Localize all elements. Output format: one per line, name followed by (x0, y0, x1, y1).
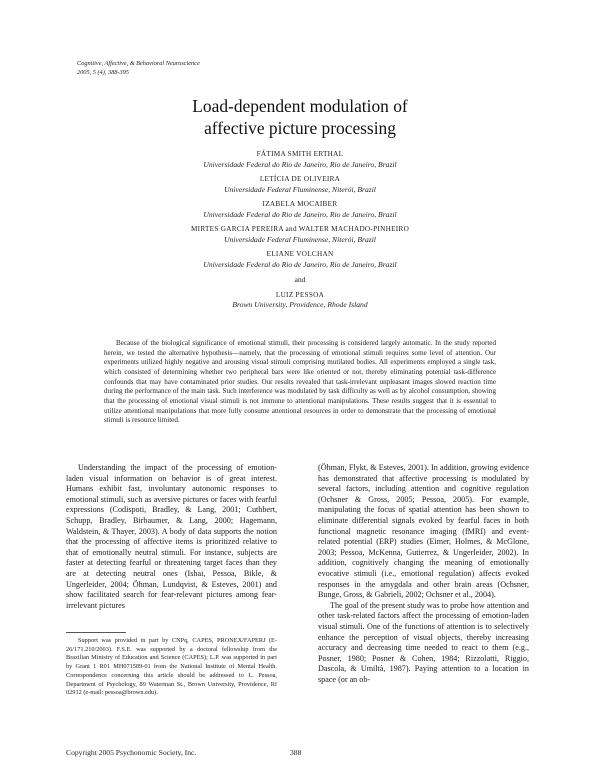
author-name: MIRTES GARCIA PEREIRA and WALTER MACHADO-PINHEIRO (190, 225, 410, 233)
author-block (100, 175, 500, 194)
journal-name: Cognitive, Affective, & Behavioral Neuroscience (77, 60, 200, 67)
page-number: 388 (290, 748, 302, 757)
journal-header (77, 60, 377, 77)
author-block (100, 250, 500, 269)
author-block (100, 291, 500, 310)
author-block (100, 150, 500, 169)
author-affiliation: Universidade Federal do Rio de Janeiro, Rio de Janeiro, Brazil (203, 159, 397, 169)
author-block (100, 200, 500, 219)
title-line-2: affective picture processing (204, 118, 396, 138)
author-name: ELIANE VOLCHAN (266, 250, 334, 258)
title-line-1: Load-dependent modulation of (192, 96, 408, 116)
abstract: Because of the biological significance of emotional stimuli, their processing is considered largely automatic. In the study reported herein, we tested the alternative hypothesis—namely, that the processing of emotional stimuli requires some level of attention. Our experiments utilized highly negative and arousing visual stimuli comprising mutilated bodies. All experiments employed a single task, which consisted of determining whether two peripheral bars were like oriented or not, thereby eliminating potential task-difference confounds that may have contaminated prior studies. Our results revealed that task-irrelevant unpleasant images slowed reaction time during the performance of the main task. Such interference was modulated by task difficulty as well as by alcohol consumption, showing that the processing of emotional visual stimuli is not immune to attentional manipulations. These results suggest that it is essential to utilize attentional manipulations that more fully consume attentional resources in order to demonstrate that the processing of emotional stimuli is resource limited. (104, 339, 496, 425)
copyright: Copyright 2005 Psychonomic Society, Inc. (66, 748, 197, 757)
footnote-divider (66, 632, 126, 633)
author-affiliation: Universidade Federal Fluminense, Niterói, Brazil (224, 184, 376, 194)
author-affiliation: Universidade Federal do Rio de Janeiro, Rio de Janeiro, Brazil (203, 259, 397, 269)
author-name: LETÍCIA DE OLIVEIRA (259, 175, 341, 183)
author-affiliation: Universidade Federal do Rio de Janeiro, Rio de Janeiro, Brazil (203, 209, 397, 219)
footnote: Support was provided in part by CNPq, CAPES, PRONEX/FAPERJ (E-26/171.210/2003). F.S.E. was supported by a doctoral fellowship from the Brazilian Ministry of Education and Science (CAPES); L.P. was supported in part by Grant 1 R01 MH071589-01 from the National Institute of Mental Health. Correspondence concerning this article should be addressed to L. Pessoa, Department of Psychology, 89 Waterman St., Brown University, Providence, RI 02912 (e-mail: pessoa@brown.edu). (66, 637, 277, 697)
body-paragraph: Understanding the impact of the processing of emotion-laden visual information on behavior is of great interest. Humans exhibit fast, involuntary autonomic responses to emotional stimuli, such as aversive pictures or faces with fearful expressions (Codispoti, Bradley, & Lang, 2001; Cuthbert, Schupp, Bradley, Birbaumer, & Lang, 2000; Hagemann, Waldstein, & Thayer, 2003). A body of data supports the notion that the processing of affective items is prioritized relative to that of emotionally neutral stimuli. For instance, subjects are faster at detecting fearful or threatening target faces than they are at detecting neutral ones (Ishai, Pessoa, Bikle, & Ungerleider, 2004; Öhman, Lundqvist, & Esteves, 2001) and show facilitated search for fear-relevant pictures among fear-irrelevant pictures (66, 463, 277, 610)
body-column-left (66, 463, 277, 611)
author-block (100, 225, 500, 244)
journal-issue: 2005, 5 (4), 388-395 (77, 68, 129, 76)
author-name: FÁTIMA SMITH ERTHAL (256, 150, 344, 158)
body-column-right (318, 463, 529, 685)
author-affiliation: Brown University, Providence, Rhode Island (232, 300, 368, 309)
body-paragraph: (Öhman, Flykt, & Esteves, 2001). In addition, growing evidence has demonstrated that affective processing is modulated by several factors, including attention and cognitive regulation (Ochsner & Gross, 2005; Pessoa, 2005). For example, manipulating the focus of spatial attention has been shown to eliminate differential signals evoked by fearful faces in both functional magnetic resonance imaging (fMRI) and event-related potential (ERP) studies (Eimer, Holmes, & McGlone, 2003; Pessoa, McKenna, Gutierrez, & Ungerleider, 2002). In addition, cognitively changing the meaning of emotionally evocative stimuli (i.e., emotional regulation) affects evoked responses in the amygdala and other brain areas (Ochsner, Bunge, Gross, & Gabrieli, 2002; Ochsner et al., 2004). (318, 463, 529, 600)
author-list (100, 150, 500, 316)
author-name: IZABELA MOCAIBER (262, 200, 338, 208)
author-conjunction: and (294, 275, 306, 284)
author-affiliation: Universidade Federal Fluminense, Niterói, Brazil (224, 234, 376, 244)
article-title (60, 95, 540, 139)
body-paragraph: The goal of the present study was to probe how attention and other task-related factors affect the processing of emotion-laden visual stimuli. One of the functions of attention is to selectively enhance the perception of visual objects, thereby increasing accuracy and decreasing time needed to react to them (e.g., Posner, 1980; Posner & Cohen, 1984; Rizzolatti, Riggio, Dascola, & Umiltà, 1987). Paying attention to a location in space (or an ob- (318, 600, 529, 684)
author-name: LUIZ PESSOA (275, 290, 325, 299)
